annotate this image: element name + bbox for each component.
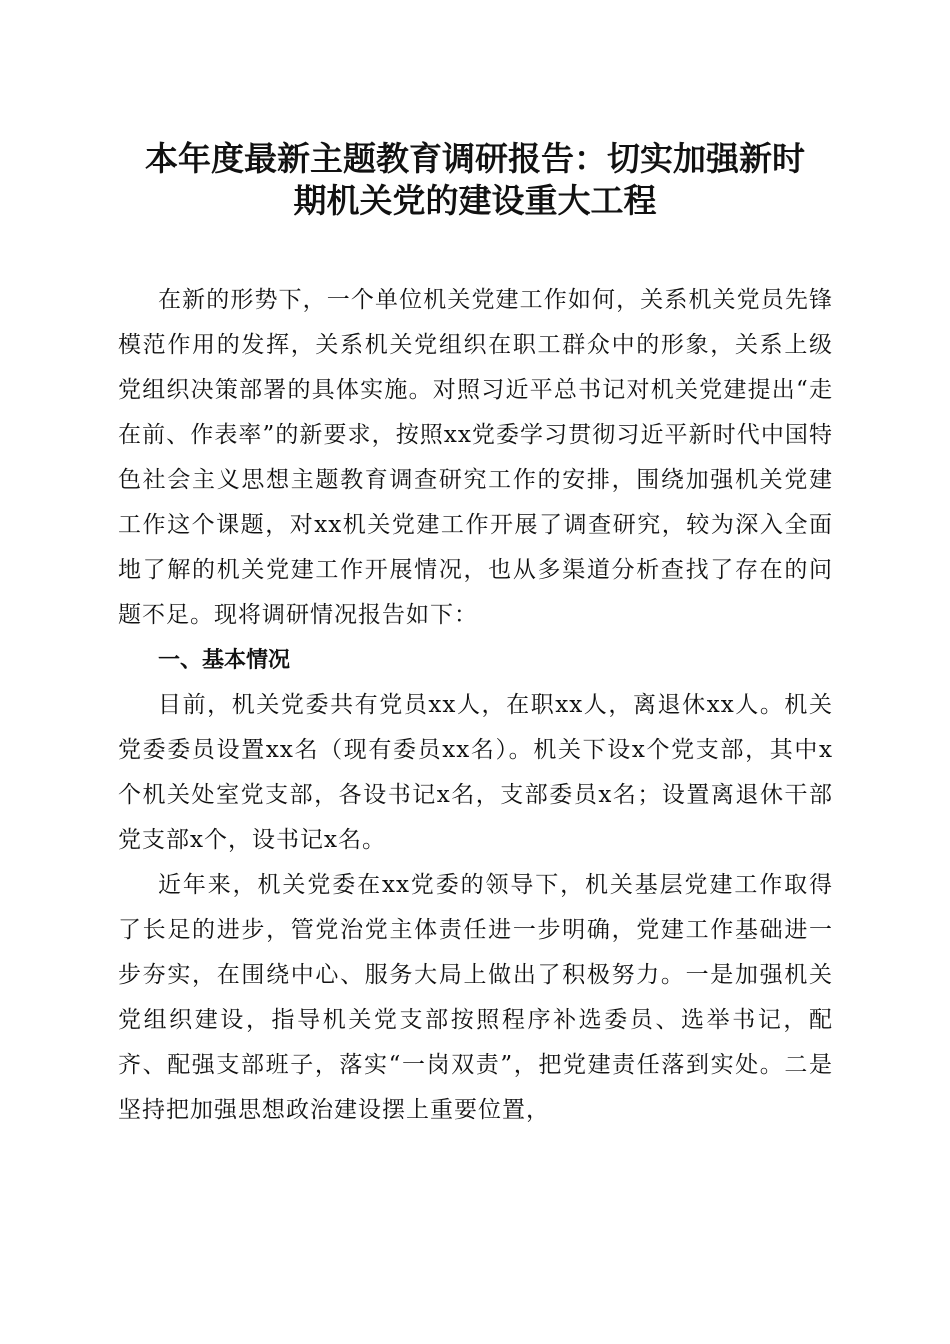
section1-paragraph-2: 近年来，机关党委在xx党委的领导下，机关基层党建工作取得了长足的进步，管党治党主体责任进一步明确，党建工作基础进一步夯实，在围绕中心、服务大局上做出了积极努力。一是加强机关党组织建设，指导机关党支部按照程序补选委员、选举书记，配齐、配强支部班子，落实“一岗双责”，把党建责任落到实处。二是坚持把加强思想政治建设摆上重要位置， <box>118 872 833 1123</box>
document-body <box>118 278 833 1133</box>
title-line-1: 本年度最新主题教育调研报告：切实加强新时 <box>145 139 805 178</box>
intro-paragraph: 在新的形势下，一个单位机关党建工作如何，关系机关党员先锋模范作用的发挥，关系机关党组织在职工群众中的形象，关系上级党组织决策部署的具体实施。对照习近平总书记对机关党建提出“走在前、作表率”的新要求，按照xx党委学习贯彻习近平新时代中国特色社会主义思想主题教育调查研究工作的安排，围绕加强机关党建工作这个课题，对xx机关党建工作开展了调查研究，较为深入全面地了解的机关党建工作开展情况，也从多渠道分析查找了存在的问题不足。现将调研情况报告如下： <box>118 287 833 628</box>
title-line-2: 期机关党的建设重大工程 <box>293 181 657 220</box>
document-title <box>110 138 840 222</box>
section1-paragraph-1: 目前，机关党委共有党员xx人，在职xx人，离退休xx人。机关党委委员设置xx名（现有委员xx名）。机关下设x个党支部，其中x个机关处室党支部，各设书记x名，支部委员x名；设置离退休干部党支部x个，设书记x名。 <box>118 692 833 853</box>
section-heading-basic-situation: 一、基本情况 <box>158 648 291 673</box>
